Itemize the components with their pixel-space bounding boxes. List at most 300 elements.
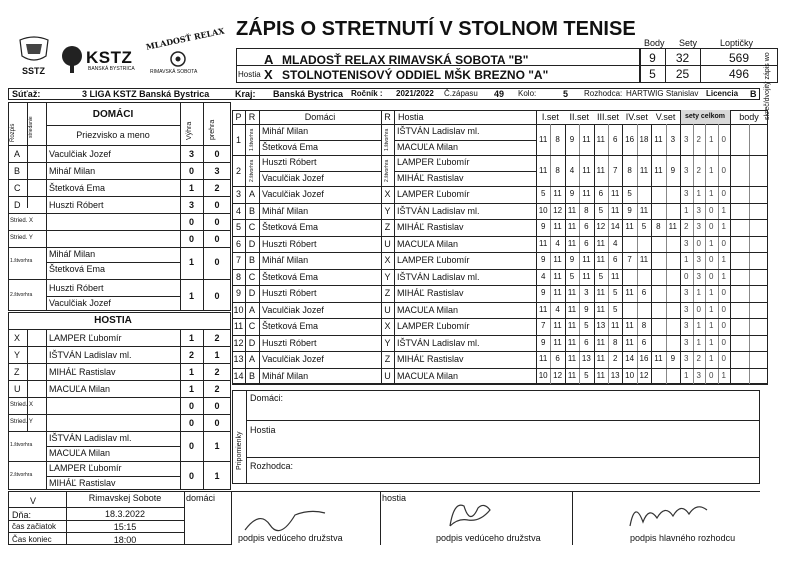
match-home-code: B [248, 370, 255, 381]
set-score: 9 [540, 255, 546, 265]
hostia-player-losses: 2 [214, 367, 220, 377]
set-score: 5 [598, 271, 604, 281]
hostia-player-losses: 2 [214, 333, 220, 343]
set-score: 11 [625, 321, 634, 331]
match-guest-player: MACUĽA Milan [397, 238, 459, 249]
set-score: 18 [639, 134, 649, 144]
match-points: 0 [721, 354, 726, 364]
sets-total: 3 [684, 304, 689, 314]
rozpis-label: Rozpis [10, 123, 16, 142]
hostia-player-losses: 2 [214, 384, 220, 394]
hostia-player-letter: Stried. X [10, 402, 34, 408]
sets-total: 2 [696, 134, 701, 144]
set-score: 9 [569, 255, 575, 265]
set-score: 5 [598, 205, 604, 215]
match-number: 3 [235, 189, 241, 200]
col-set: I.set [541, 112, 559, 122]
domaci-player-wins: 0 [188, 166, 194, 176]
match-home-code: D [248, 238, 256, 249]
col-body-label: Body [644, 38, 665, 48]
set-score: 5 [641, 222, 647, 232]
set-score: 9 [569, 189, 575, 199]
match-number: 6 [235, 238, 241, 249]
set-score: 11 [596, 370, 605, 380]
page-title: ZÁPIS O STRETNUTÍ V STOLNOM TENISE [236, 18, 636, 40]
domaci-player-letter: Stried. Y [10, 235, 33, 241]
match-home-code: B [248, 255, 255, 266]
set-score: 5 [584, 370, 589, 380]
set-score: 5 [627, 189, 632, 199]
set-score: 11 [654, 354, 663, 364]
set-score: 10 [538, 205, 548, 215]
match-number: 5 [235, 222, 241, 233]
col-p: P [235, 112, 242, 122]
set-score: 11 [596, 337, 605, 347]
set-score: 10 [625, 370, 635, 380]
match-points: 1 [721, 370, 726, 380]
match-guest-code: U [384, 370, 391, 381]
match-guest-player: LAMPER Ľubomír [397, 157, 470, 167]
match-number: 14 [233, 370, 244, 381]
domaci-doubles-label: 2.štvorhra [10, 292, 33, 298]
match-guest-code: Z [384, 288, 391, 299]
hostia-player-wins: 1 [188, 367, 194, 377]
sets-total: 3 [696, 370, 701, 380]
match-guest-player: LAMPER Ľubomír [397, 189, 470, 200]
set-score: 11 [596, 288, 605, 298]
match-guest-player: MACUĽA Milan [397, 304, 459, 315]
match-home-code: C [248, 271, 256, 282]
set-score: 11 [567, 354, 577, 364]
domaci-doubles-losses: 0 [214, 291, 220, 301]
hostia-player-wins: 2 [188, 350, 194, 360]
hostia-doubles-losses: 1 [214, 441, 220, 451]
match-guest-player: MIHÁĽ Rastislav [397, 172, 464, 183]
match-guest-player: LAMPER Ľubomír [397, 321, 470, 332]
set-score: 11 [654, 134, 663, 144]
set-score: 11 [539, 354, 548, 364]
sig-domaci-caption: podpis vedúceho družstva [238, 533, 343, 543]
domaci-doubles-losses: 0 [214, 257, 220, 267]
hostia-doubles-player: MIHÁĽ Rastislav [49, 477, 116, 488]
col-sety-label: Sety [679, 38, 698, 48]
set-score: 11 [639, 205, 649, 215]
set-score: 6 [584, 238, 589, 248]
domaci-player-name: Štetková Ema [49, 183, 106, 193]
hostia-player-wins: 0 [188, 401, 194, 411]
domaci-doubles-wins: 1 [188, 291, 194, 301]
hostia-doubles-label: 1.štvorhra [10, 442, 33, 448]
set-score: 9 [540, 337, 546, 347]
footer-hostia-label: hostia [382, 493, 407, 503]
set-score: 11 [582, 134, 591, 144]
club-logo-text: MLADOSŤ RELAX [144, 25, 226, 52]
domaci-player-name: Vaculčiak Jozef [49, 149, 111, 159]
set-score: 12 [553, 370, 563, 380]
notes-rozhodca-label: Rozhodca: [250, 461, 294, 471]
set-score: 11 [668, 222, 677, 232]
domaci-player-letter: B [14, 166, 21, 176]
match-guest-code: Z [384, 222, 391, 233]
set-score: 11 [596, 134, 605, 144]
sets-total: 1 [684, 255, 689, 265]
rocnik-label: Ročník : [351, 89, 383, 98]
set-score: 9 [569, 134, 575, 144]
set-score: 6 [584, 222, 589, 232]
domaci-doubles-player: Huszti Róbert [49, 283, 104, 293]
sets-total: 3 [684, 321, 689, 331]
match-number: 2 [235, 165, 241, 176]
kolo-label: Kolo: [518, 89, 537, 98]
sets-total: 1 [696, 288, 701, 298]
match-points: 1 [709, 288, 714, 298]
match-number: 13 [233, 354, 244, 365]
domaci-player-wins: 3 [188, 149, 194, 159]
set-score: 8 [612, 337, 618, 347]
col-set: IV.set [625, 112, 648, 122]
hostia-player-wins: 1 [188, 384, 194, 394]
match-home-player: Vaculčiak Jozef [262, 304, 324, 315]
match-home-code: D [248, 288, 256, 299]
set-score: 10 [538, 370, 548, 380]
match-home-player: Vaculčiak Jozef [262, 354, 324, 365]
match-points: 1 [709, 321, 714, 331]
set-score: 11 [553, 321, 562, 331]
match-points: 0 [721, 134, 726, 144]
set-score: 6 [612, 255, 618, 265]
hostia-player-letter: Stried. Y [10, 419, 33, 425]
match-points: 1 [709, 189, 714, 199]
set-score: 8 [555, 134, 560, 144]
kstz-sub: BANSKÁ BYSTRICA [88, 66, 135, 72]
sets-total: 2 [696, 354, 701, 364]
home-sety-value: 32 [675, 51, 690, 65]
sig-rozhodca-caption: podpis hlavného rozhodcu [630, 533, 736, 543]
set-score: 11 [539, 165, 548, 175]
col-set: III.set [596, 112, 619, 122]
set-score: 11 [596, 304, 605, 314]
set-score: 7 [540, 321, 546, 331]
match-number: 12 [233, 337, 244, 348]
match-home-player: Vaculčiak Jozef [262, 172, 324, 183]
match-guest-code: Y [384, 337, 391, 348]
club-emblem-icon [166, 50, 190, 68]
czapasu-label: Č.zápasu [444, 89, 478, 98]
notes-box [232, 390, 760, 484]
set-score: 8 [656, 222, 661, 232]
sets-total: 1 [696, 189, 701, 199]
set-score: 6 [641, 288, 647, 298]
match-guest-player: IŠTVÁN Ladislav ml. [397, 126, 480, 136]
sets-total: 0 [696, 238, 701, 248]
set-score: 9 [627, 205, 632, 215]
set-score: 11 [567, 321, 577, 331]
set-score: 11 [539, 238, 548, 248]
sets-total: 1 [696, 321, 701, 331]
sets-total: 1 [696, 337, 701, 347]
sets-total: 3 [696, 222, 701, 232]
match-guest-player: IŠTVÁN Ladislav ml. [397, 337, 480, 348]
set-score: 11 [553, 255, 562, 265]
set-score: 5 [612, 304, 618, 314]
rozhodca-value: HARTWIG Stanislav [626, 89, 699, 98]
set-score: 2 [612, 354, 618, 364]
set-score: 11 [567, 337, 577, 347]
hostia-doubles-losses: 1 [214, 471, 220, 481]
match-guest-code: X [384, 255, 391, 266]
match-home-player: Štetková Ema [262, 271, 319, 282]
set-score: 11 [582, 271, 591, 281]
match-home-code: 1.štvorhra [249, 128, 255, 151]
match-home-player: Miháľ Milan [262, 126, 309, 136]
set-score: 11 [582, 189, 591, 199]
set-score: 11 [625, 337, 634, 347]
kolo-value: 5 [563, 89, 569, 99]
match-home-code: A [248, 189, 255, 200]
set-score: 4 [569, 165, 575, 175]
kraj-label: Kraj: [235, 89, 256, 99]
set-score: 5 [584, 321, 589, 331]
sets-total: 1 [684, 370, 689, 380]
match-guest-player: MIHÁĽ Rastislav [397, 288, 464, 299]
set-score: 4 [555, 304, 560, 314]
set-score: 11 [625, 288, 634, 298]
hostia-doubles-wins: 0 [188, 471, 194, 481]
set-score: 11 [639, 255, 649, 265]
licencia-value: B [750, 89, 757, 99]
sets-total: 3 [684, 354, 689, 364]
start-value: 15:15 [113, 522, 137, 532]
place-label: V [30, 496, 37, 506]
set-score: 11 [553, 189, 562, 199]
set-score: 11 [582, 165, 591, 175]
col-sety-celkom: sety celkom [684, 113, 726, 120]
rocnik-value: 2021/2022 [396, 89, 434, 98]
place-value: Rimavskej Sobote [88, 493, 162, 503]
home-team-name: MLADOSŤ RELAX RIMAVSKÁ SOBOTA "B" [282, 53, 529, 67]
hostia-player-wins: 0 [188, 418, 194, 428]
match-guest-player: MIHÁĽ Rastislav [397, 354, 464, 365]
domaci-player-wins: 0 [188, 234, 194, 244]
match-guest-code: U [384, 304, 391, 315]
set-score: 11 [582, 255, 591, 265]
match-guest-player: MACUĽA Milan [397, 141, 459, 152]
signature-rozhodca [625, 496, 720, 532]
sets-total: 2 [684, 222, 689, 232]
set-score: 11 [596, 238, 605, 248]
guest-lopticky-value: 496 [728, 67, 750, 81]
match-guest-player: IŠTVÁN Ladislav ml. [397, 271, 480, 282]
match-points: 0 [721, 321, 726, 331]
set-score: 11 [567, 205, 577, 215]
set-score: 11 [596, 165, 605, 175]
set-score: 9 [670, 354, 676, 364]
match-home-code: C [248, 321, 256, 332]
footer-domaci-label: domáci [186, 493, 216, 503]
set-score: 14 [610, 222, 620, 232]
match-guest-code: X [384, 189, 391, 200]
match-guest-player: LAMPER Ľubomír [397, 255, 470, 266]
sets-total: 2 [696, 165, 701, 175]
domaci-doubles-label: 1.štvorhra [10, 258, 33, 264]
col-r2: R [384, 112, 391, 122]
col-domaci: Domáci [304, 112, 336, 122]
match-guest-player: IŠTVÁN Ladislav ml. [397, 205, 480, 216]
set-score: 8 [627, 165, 632, 175]
paddle-icon [58, 44, 88, 74]
club-logo-sub: RIMAVSKÁ SOBOTA [150, 69, 198, 75]
sstz-label: SSTZ [22, 66, 46, 76]
col-set: II.set [569, 112, 589, 122]
set-score: 3 [584, 288, 589, 298]
set-score: 14 [625, 354, 635, 364]
hostia-doubles-player: LAMPER Ľubomír [49, 463, 122, 473]
notes-domaci-label: Domáci: [250, 393, 284, 403]
guest-sety-value: 25 [675, 67, 690, 81]
set-score: 9 [540, 222, 546, 232]
set-score: 4 [540, 271, 546, 281]
sets-total: 3 [684, 189, 689, 199]
match-points: 1 [709, 134, 714, 144]
match-home-player: Vaculčiak Jozef [262, 189, 324, 200]
col-body: body [739, 112, 759, 122]
set-score: 6 [598, 189, 604, 199]
licencia-label: Licencia [706, 89, 739, 98]
czapasu-value: 49 [494, 89, 505, 99]
domaci-player-losses: 3 [214, 166, 220, 176]
match-number: 1 [235, 134, 241, 145]
sig-hostia-caption: podpis vedúceho družstva [436, 533, 541, 543]
match-points: 0 [709, 255, 714, 265]
set-score: 11 [539, 134, 548, 144]
set-score: 13 [581, 354, 591, 364]
domaci-player-losses: 0 [214, 217, 220, 227]
set-score: 16 [625, 134, 635, 144]
signature-domaci [240, 505, 330, 535]
start-label: čas začiatok [12, 522, 57, 531]
set-score: 8 [555, 165, 560, 175]
match-points: 1 [721, 271, 726, 281]
guest-body-value: 5 [649, 67, 656, 81]
match-points: 0 [721, 165, 726, 175]
match-guest-code: Y [384, 205, 391, 216]
set-score: 11 [567, 222, 577, 232]
date-value: 18.3.2022 [104, 509, 146, 519]
domaci-player-letter: Stried. X [10, 218, 34, 224]
sets-total: 3 [696, 255, 701, 265]
sutaz-label: Súťaž: [12, 89, 41, 99]
match-points: 0 [709, 222, 714, 232]
match-points: 1 [721, 222, 726, 232]
end-value: 18:00 [113, 535, 137, 545]
kraj-value: Banská Bystrica [273, 89, 344, 99]
set-score: 16 [639, 354, 649, 364]
kstz-label: KSTZ [86, 48, 133, 67]
hostia-player-letter: Z [14, 367, 20, 377]
notes-hostia-label: Hostia [250, 425, 276, 435]
match-number: 9 [235, 288, 241, 299]
set-score: 12 [639, 370, 649, 380]
match-points: 0 [721, 304, 726, 314]
end-label: Čas koniec [12, 535, 52, 544]
match-guest-player: MIHÁĽ Rastislav [397, 222, 464, 233]
domaci-player-losses: 0 [214, 234, 220, 244]
hostia-doubles-label: 2.štvorhra [10, 472, 33, 478]
set-score: 11 [567, 288, 577, 298]
match-home-player: Štetková Ema [262, 222, 319, 233]
domaci-player-wins: 0 [188, 217, 194, 227]
hostia-player-letter: X [14, 333, 21, 343]
sets-total: 3 [684, 337, 689, 347]
match-home-code: 2.štvorhra [249, 159, 255, 182]
sets-total: 3 [696, 271, 701, 281]
guest-team-name: STOLNOTENISOVÝ ODDIEL MŠK BREZNO "A" [282, 68, 549, 82]
match-points: 0 [709, 271, 714, 281]
notes-label: Pripomienky [236, 431, 243, 470]
set-score: 11 [553, 337, 562, 347]
match-number: 4 [235, 205, 241, 216]
col-hostia: Hostia [398, 112, 424, 122]
striedanie-label: striedanie [28, 116, 34, 138]
set-score: 11 [611, 205, 620, 215]
home-letter: A [264, 52, 274, 67]
set-score: 11 [553, 288, 562, 298]
domaci-player-wins: 1 [188, 183, 194, 193]
match-home-code: A [248, 304, 255, 315]
set-score: 11 [596, 354, 605, 364]
match-home-player: Miháľ Milan [262, 205, 309, 216]
set-score: 13 [596, 321, 606, 331]
sets-total: 3 [684, 288, 689, 298]
match-home-player: Huszti Róbert [262, 238, 317, 249]
set-score: 11 [539, 304, 548, 314]
set-score: 5 [612, 288, 618, 298]
sets-total: 3 [684, 134, 689, 144]
domaci-subheader: Priezvisko a meno [76, 130, 150, 140]
vyhra-label: Výhra [186, 121, 193, 140]
set-score: 6 [612, 134, 618, 144]
domaci-player-letter: C [14, 183, 21, 193]
set-score: 9 [584, 304, 589, 314]
sets-total: 3 [684, 238, 689, 248]
match-points: 1 [709, 304, 714, 314]
set-score: 11 [553, 271, 562, 281]
match-number: 8 [235, 271, 241, 282]
domaci-player-losses: 2 [214, 183, 220, 193]
set-score: 5 [569, 271, 575, 281]
set-score: 11 [625, 222, 634, 232]
match-points: 0 [721, 288, 726, 298]
match-number: 7 [235, 255, 241, 266]
domaci-player-name: Miháľ Milan [49, 166, 96, 176]
sets-total: 3 [696, 205, 701, 215]
domaci-player-letter: A [14, 149, 21, 159]
match-points: 0 [721, 337, 726, 347]
hostia-doubles-player: IŠTVÁN Ladislav ml. [49, 433, 132, 443]
match-points: 1 [709, 165, 714, 175]
match-home-player: Huszti Róbert [262, 288, 317, 299]
match-points: 1 [721, 205, 726, 215]
match-home-player: Huszti Róbert [262, 157, 317, 167]
hostia-player-name: LAMPER Ľubomír [49, 333, 122, 343]
set-score: 5 [540, 189, 546, 199]
domaci-doubles-player: Vaculčiak Jozef [49, 298, 111, 308]
match-points: 1 [709, 337, 714, 347]
match-number: 11 [233, 321, 244, 332]
hostia-player-losses: 1 [214, 350, 220, 360]
match-guest-player: MACUĽA Milan [397, 370, 459, 381]
rozhodca-label: Rozhodca: [584, 89, 623, 98]
